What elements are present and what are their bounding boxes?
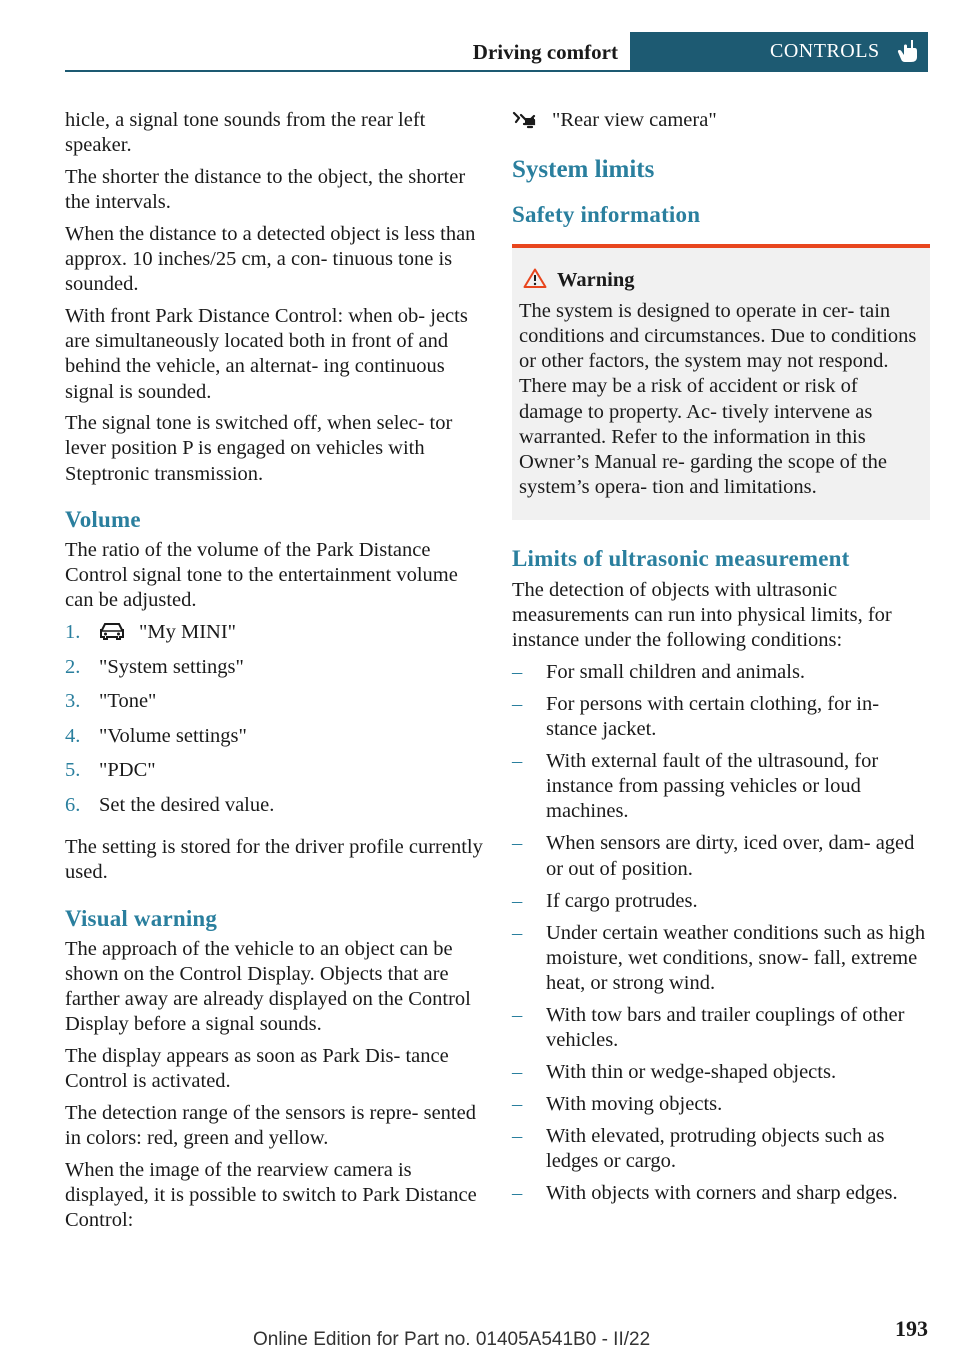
- list-item-text: For persons with certain clothing, for in‐ stance jacket.: [546, 692, 880, 740]
- list-item: [512, 831, 930, 881]
- ultrasonic-intro: The detection of objects with ultrasonic measurements can run into physical limits, for instance under the following conditions:: [512, 578, 892, 652]
- warning-text: The system is designed to operate in cer‐ tain conditions and circumstances. Due to conditions or other factors, the system may not respond. There may be a risk of accident or risk of damage to property. Ac‐ tively intervene as warranted. Refer to the information in this Owner’s Manual re‐ garding the scope of the system’s opera‐ tion and limitations.: [519, 299, 917, 499]
- paragraph: hicle, a signal tone sounds from the rear left speaker.: [65, 109, 426, 157]
- page-header: [65, 32, 928, 72]
- list-item: [65, 758, 483, 793]
- step-number: 1.: [65, 621, 81, 644]
- step-text: "My MINI": [139, 621, 237, 644]
- visual-warning-heading: Visual warning: [65, 905, 218, 931]
- list-item: [512, 1060, 930, 1085]
- list-item-text: With objects with corners and sharp edges.: [546, 1182, 898, 1205]
- dash-marker: –: [512, 1003, 523, 1026]
- paragraph: The display appears as soon as Park Dis‐ tance Control is activated.: [65, 1045, 449, 1093]
- camera-line-text: "Rear view camera": [552, 109, 717, 131]
- left-column: [65, 108, 483, 1240]
- header-chapter-tab: [630, 32, 928, 70]
- list-item: [512, 749, 930, 825]
- list-item: [512, 1181, 930, 1206]
- step-text: "PDC": [99, 759, 156, 782]
- list-item-text: With elevated, protruding objects such as ledges or cargo.: [546, 1125, 885, 1173]
- dash-marker: –: [512, 1182, 523, 1205]
- list-item: [512, 889, 930, 914]
- header-chapter-label: CONTROLS: [770, 40, 880, 62]
- right-column: [512, 108, 930, 1213]
- ultrasonic-limits-heading: Limits of ultrasonic measurement: [512, 546, 850, 572]
- dash-marker: –: [512, 1093, 523, 1116]
- car-icon: [99, 622, 125, 640]
- step-text: "Volume settings": [99, 724, 247, 747]
- paragraph: The detection range of the sensors is repre‐ sented in colors: red, green and yellow.: [65, 1101, 476, 1150]
- dash-marker: –: [512, 921, 523, 944]
- step-text: Set the desired value.: [99, 793, 275, 816]
- paragraph: The signal tone is switched off, when selec‐ tor lever position P is engaged on vehicles with Steptronic transmission.: [65, 412, 453, 485]
- step-text: "Tone": [99, 690, 157, 713]
- list-item-text: Under certain weather conditions such as high moisture, wet conditions, snow‐ fall, extreme heat, or strong wind.: [546, 921, 926, 994]
- list-item-text: If cargo protrudes.: [546, 889, 698, 912]
- paragraph: When the image of the rearview camera is displayed, it is possible to switch to Park Distance Control:: [65, 1158, 477, 1232]
- paragraph: The shorter the distance to the object, the shorter the intervals.: [65, 165, 466, 214]
- volume-text: The ratio of the volume of the Park Distance Control signal tone to the entertainment volume can be adjusted.: [65, 539, 458, 612]
- list-item: [65, 793, 483, 828]
- dash-marker: –: [512, 692, 523, 715]
- list-item: [65, 655, 483, 690]
- header-section-title: Driving comfort: [472, 40, 618, 64]
- dash-marker: –: [512, 832, 523, 855]
- list-item: [512, 1003, 930, 1053]
- list-item: [65, 724, 483, 759]
- paragraph: The approach of the vehicle to an object can be shown on the Control Display. Objects that are farther away are already displayed on the Control Display before a signal sounds.: [65, 937, 471, 1036]
- warning-box: [512, 244, 930, 521]
- list-item: [65, 689, 483, 724]
- step-number: 2.: [65, 655, 81, 678]
- edition-footer: Online Edition for Part no. 01405A541B0 - II/22: [253, 1329, 651, 1350]
- list-item: [512, 1092, 930, 1117]
- step-number: 3.: [65, 690, 81, 713]
- step-number: 5.: [65, 759, 81, 782]
- page-number: 193: [895, 1316, 928, 1341]
- volume-heading: Volume: [65, 506, 141, 532]
- list-item-text: For small children and animals.: [546, 660, 806, 683]
- list-item: [65, 620, 483, 655]
- step-number: 6.: [65, 793, 81, 816]
- paragraph: When the distance to a detected object is less than approx. 10 inches/25 cm, a con‐ tinuous tone is sounded.: [65, 222, 476, 296]
- list-item-text: With external fault of the ultrasound, for instance from passing vehicles or loud machines.: [546, 749, 879, 823]
- list-item: [512, 1124, 930, 1174]
- dash-marker: –: [512, 1125, 523, 1148]
- header-rule: [65, 70, 928, 72]
- paragraph: With front Park Distance Control: when ob‐ jects are simultaneously located both in front of and behind the vehicle, an alternat‐ ing continuous signal is sounded.: [65, 304, 468, 403]
- list-item-text: With thin or wedge-shaped objects.: [546, 1061, 837, 1084]
- rear-camera-icon: [512, 109, 540, 129]
- volume-steps-list: [65, 620, 483, 827]
- list-item: [512, 921, 930, 997]
- list-item: [512, 692, 930, 742]
- warning-triangle-icon: [523, 268, 547, 288]
- system-limits-heading: System limits: [512, 156, 655, 184]
- dash-marker: –: [512, 889, 523, 912]
- step-number: 4.: [65, 724, 81, 747]
- dash-marker: –: [512, 660, 523, 683]
- list-item: [512, 660, 930, 685]
- list-item-text: With tow bars and trailer couplings of other vehicles.: [546, 1003, 905, 1052]
- dash-marker: –: [512, 1061, 523, 1084]
- steering-hand-icon: [894, 38, 918, 64]
- step-text: "System settings": [99, 655, 244, 678]
- setting-text: The setting is stored for the driver profile currently used.: [65, 836, 483, 884]
- limits-list: [512, 660, 930, 1207]
- warning-title-text: Warning: [557, 268, 635, 291]
- dash-marker: –: [512, 749, 523, 772]
- safety-information-heading: Safety information: [512, 202, 701, 228]
- list-item-text: With moving objects.: [546, 1093, 723, 1116]
- list-item-text: When sensors are dirty, iced over, dam‐ aged or out of position.: [546, 832, 915, 880]
- camera-line: [512, 108, 930, 133]
- warning-title: [519, 268, 922, 293]
